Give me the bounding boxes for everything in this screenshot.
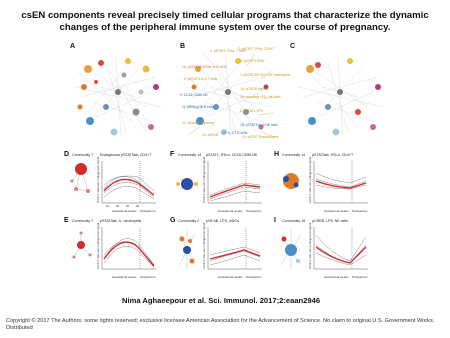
figure-title: csEN components reveal precisely timed cellular programs that characterize the dynamic changes of the peripheral immune system over the course of pregnancy. xyxy=(21,10,429,33)
ylabel-g: Arcsinh ratio over endogenous signal xyxy=(202,222,206,269)
xlabel-f: Gestational weeks xyxy=(218,209,243,213)
callout-8: 16: signaling LPS, NK cells xyxy=(240,95,281,99)
xtick-d-4: 40 xyxy=(136,204,140,208)
ylabel-e: Arcsinh ratio over endogenous signal xyxy=(96,222,100,269)
panel-label-d: D xyxy=(64,151,70,158)
callout-16: 10: pSTAT Granulocytes xyxy=(242,135,279,139)
callout-2: 2: pSTAT1 IFNa, CD4+T xyxy=(238,47,275,51)
citation: Nima Aghaeepour et al. Sci. Immunol. 2017;2:eaan2946 xyxy=(122,296,321,305)
xtick-d-3: 30 xyxy=(126,204,130,208)
callout-6: 9: CD16 CD56 NK xyxy=(180,93,208,97)
callout-15: 17: IL-2/7 B cells xyxy=(222,131,248,135)
plot-title-i: pCREB, LPS, NK cells xyxy=(312,219,348,223)
ylabel-i: Arcsinh ratio over endogenous signal xyxy=(308,222,312,269)
community-i: Community 18 xyxy=(282,219,306,223)
mini-network-i xyxy=(276,225,306,275)
panel-label-b: B xyxy=(180,43,186,50)
community-g: Community 2 xyxy=(178,219,200,223)
plot-title-d: Endogenous pSTAT5ab, CD4+T xyxy=(100,153,152,157)
panel-label-c: C xyxy=(290,43,296,50)
copyright: Copyright © 2017 The Authors, some rights reserved; exclusive licensee American Association for the Advancement of Science. No claim to original U.S. Government Works. Distributed xyxy=(6,318,435,331)
ylabel-f: Arcsinh ratio over endogenous signal xyxy=(202,156,206,203)
callout-7: 7: pSTAT3/5 GM-CSF neutrophils xyxy=(240,73,291,77)
mini-network-d xyxy=(66,159,96,209)
xlabel-d: Gestational weeks xyxy=(112,209,137,213)
callout-4: 3: pSTAT5 IFNa xyxy=(240,59,264,63)
plot-title-e: pSTAT3ab, IL, neutrophils xyxy=(100,219,142,223)
postpartum-g: Postpartum xyxy=(246,275,262,279)
callout-14: 13: pNFkB xyxy=(202,133,219,137)
xlabel-g: Gestational weeks xyxy=(218,275,243,279)
ylabel-h: Arcsinh ratio over endogenous signal xyxy=(308,156,312,203)
mini-network-e xyxy=(66,225,96,275)
postpartum-i: Postpartum xyxy=(352,275,368,279)
panel-label-g: G xyxy=(170,217,176,224)
xtick-d-2: 20 xyxy=(116,204,120,208)
panel-label-i: I xyxy=(274,217,276,224)
mini-network-h xyxy=(276,159,306,209)
ylabel-d: Arcsinh ratio over endogenous signal xyxy=(96,156,100,203)
plot-title-h: pSTAT5ab, IFN-α, CD4+T xyxy=(312,153,354,157)
community-e: Community 7 xyxy=(72,219,94,223)
xlabel-i: Gestational weeks xyxy=(324,275,349,279)
callout-9: 11: pERK/p38 B cells xyxy=(182,105,214,109)
callout-11: 15: pCREB signal xyxy=(240,87,267,91)
community-f: Community 14 xyxy=(178,153,202,157)
panel-label-f: F xyxy=(170,151,175,158)
figure xyxy=(62,43,388,284)
postpartum-e: Postpartum xyxy=(140,275,156,279)
mini-network-f xyxy=(172,159,202,209)
plot-title-f: pSTAT1, IFN-α, CD16-CD56 NK xyxy=(206,153,258,157)
network-a xyxy=(66,47,174,147)
panel-label-e: E xyxy=(64,217,69,224)
plot-title-g: pNF-kB, LPS, mDCs xyxy=(206,219,239,223)
xlabel-e: Gestational weeks xyxy=(112,275,137,279)
panel-label-h: H xyxy=(274,151,280,158)
community-h: Community 14 xyxy=(282,153,306,157)
community-d: Community 7 xyxy=(72,153,94,157)
postpartum-f: Postpartum xyxy=(246,209,262,213)
callout-3: 14: pSTAT3/5 IFNa, IL-6 mDC xyxy=(182,65,228,69)
postpartum-h: Postpartum xyxy=(352,209,368,213)
xlabel-h: Gestational weeks xyxy=(324,209,349,213)
callout-12: 18: pSTAT5 IL-6 NK cells xyxy=(240,123,278,127)
callout-5: 6: pSTAT5 IL-6 T cells xyxy=(184,77,218,81)
callout-13: 12: cellular frequency xyxy=(182,121,215,125)
callout-10: 8: pSTAT1 LPS xyxy=(240,109,264,113)
mini-network-g xyxy=(172,225,202,275)
postpartum-d: Postpartum xyxy=(140,209,156,213)
xtick-d-1: 10 xyxy=(106,204,110,208)
panel-label-a: A xyxy=(70,43,76,50)
callout-1: 1: pSTAT1 IFNa, T cells xyxy=(210,49,246,53)
network-c xyxy=(288,47,388,147)
